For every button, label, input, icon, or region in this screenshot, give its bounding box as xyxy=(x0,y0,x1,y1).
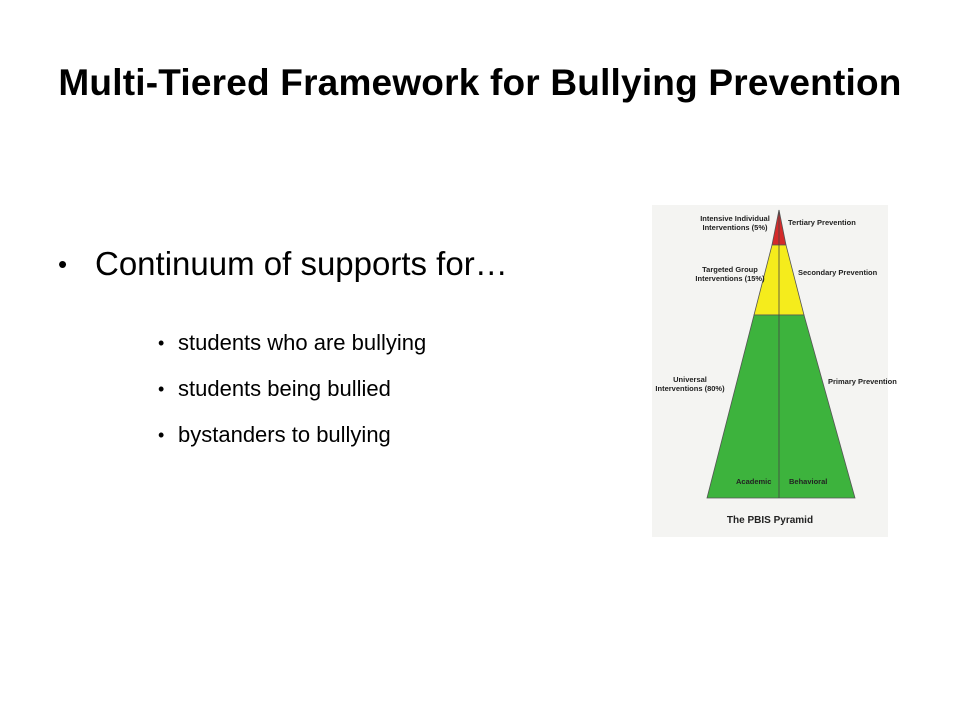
pbis-pyramid-figure xyxy=(652,205,897,537)
bullet-dot-icon: • xyxy=(58,249,68,279)
main-bullet-text: Continuum of supports for… xyxy=(95,245,508,282)
slide-title: Multi-Tiered Framework for Bullying Prevention xyxy=(58,62,902,103)
base-label-behavioral: Behavioral xyxy=(789,477,828,486)
tier-left-label-primary xyxy=(654,375,726,393)
base-label-academic: Academic xyxy=(736,477,772,486)
tier-left-label-tertiary xyxy=(700,214,770,232)
bullet-dot-icon: • xyxy=(158,379,165,399)
tier-label-text: Targeted Group Interventions (15%) xyxy=(695,265,765,283)
tier-left-label-secondary xyxy=(692,265,768,283)
sub-bullet-text: students being bullied xyxy=(178,376,391,401)
tier-label-text: Intensive Individual Interventions (5%) xyxy=(700,214,770,232)
tier-label-text: Universal Interventions (80%) xyxy=(655,375,725,393)
pyramid-tier-primary xyxy=(707,315,855,498)
pyramid-graphic xyxy=(652,205,888,537)
sub-bullet-text: students who are bullying xyxy=(178,330,427,355)
tier-right-label-primary: Primary Prevention xyxy=(828,377,897,386)
tier-right-label-secondary: Secondary Prevention xyxy=(798,268,878,277)
bullet-dot-icon: • xyxy=(158,425,165,445)
sub-bullet-text: bystanders to bullying xyxy=(178,422,391,447)
pyramid-caption: The PBIS Pyramid xyxy=(726,515,814,526)
tier-right-label-tertiary: Tertiary Prevention xyxy=(788,218,856,227)
bullet-dot-icon: • xyxy=(158,333,165,353)
